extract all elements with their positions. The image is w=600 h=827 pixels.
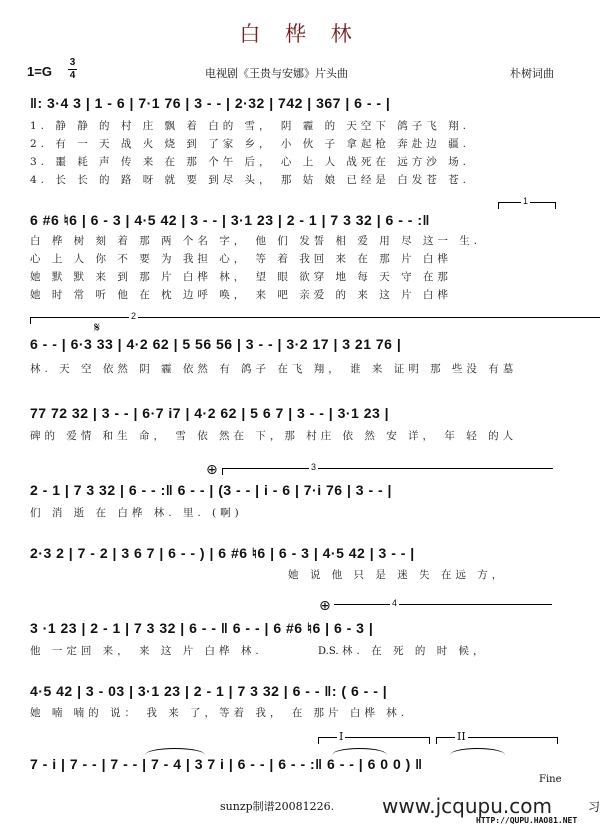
- ending-bracket-4: [334, 598, 552, 611]
- lyric-line-7-2: 林. 在 死 的 时 候，: [342, 645, 488, 657]
- time-signature-top: 3: [69, 57, 76, 68]
- time-signature: [68, 58, 77, 81]
- lyric-line-5-1: 们 消 逝 在 白桦 林. 里. (啊): [30, 507, 243, 519]
- ending-bracket-3-label: 3: [311, 462, 317, 472]
- ending-bracket-3: [222, 462, 553, 475]
- lyric-line-1-3: 3. 噩 耗 声 传 来 在 那 个午 后， 心 上 人 战死在 远方沙 场.: [30, 156, 470, 168]
- song-subtitle: 电视剧《王贵与安娜》片头曲: [205, 67, 348, 80]
- ending-bracket-2: [30, 311, 600, 324]
- notation-system-7: 3 ·1 23 | 2 - 1 | 7 3 32 | 6 - - ‖ 6 - - | 6 #6 ♮6 | 6 - 3 |: [30, 620, 374, 636]
- tie-arc-3: [450, 748, 505, 755]
- coda-icon: ⊕: [206, 462, 218, 478]
- ending-bracket-4-label: 4: [392, 598, 398, 608]
- notation-system-5: 2 - 1 | 7 3 32 | 6 - - :‖ 6 - - | (3 - - | i - 6 | 7·i 76 | 3 - - |: [30, 482, 392, 498]
- watermark-logo: www.jcqupu.com: [382, 794, 552, 818]
- watermark-suffix: 习: [588, 800, 600, 814]
- lyric-line-2-4: 她 时 常 听 他 在 枕 边呼 唤， 来 吧 亲爱 的 来 这 片 白桦: [30, 289, 452, 301]
- lyric-line-1-1: 1. 静 静 的 村 庄 飘 着 白的 雪， 阴 霾 的 天空下 鸽子飞 翔.: [30, 120, 470, 132]
- lyric-line-1-4: 4. 长 长 的 路 呀 就 要 到尽 头， 那 姑 娘 已经是 白发苍 苍.: [30, 174, 470, 186]
- ending-bracket-2-label: 2: [131, 311, 137, 321]
- transcriber-credit: sunzp制谱20081226.: [220, 800, 335, 813]
- lyric-line-6-1: 她 说 他 只 是 迷 失 在远 方，: [288, 569, 507, 581]
- ending-bracket-1: [498, 196, 556, 209]
- notation-system-8: 4·5 42 | 3 - 03 | 3·1 23 | 2 - 1 | 7 3 32 | 6 - - ‖: ( 6 - - |: [30, 683, 388, 699]
- fine-marking: Fine: [539, 774, 562, 785]
- notation-system-4: 77 72 32 | 3 - - | 6·7 i7 | 4·2 62 | 5 6 7 | 3 - - | 3·1 23 |: [30, 405, 390, 421]
- lyric-line-3-1: 林. 天 空 依然 阴 霾 依然 有 鸽子 在飞 翔， 谁 来 证明 那 些没 有墓: [30, 363, 518, 375]
- coda-icon-2: ⊕: [319, 598, 331, 614]
- lyric-line-8-1: 她 喃 喃的 说： 我 来 了，等着 我， 在 那片 白桦 林.: [30, 707, 409, 719]
- segno-icon: 𝄋: [94, 320, 101, 336]
- song-title: 白 桦 林: [239, 22, 361, 46]
- lyric-line-2-2: 心 上 人 你 不 要 为 我担 心， 等 着 我回 来 在 那 片 白桦: [30, 253, 452, 265]
- notation-system-6: 2·3 2 | 7 - 2 | 3 6 7 | 6 - - ) | 6 #6 ♮6 | 6 - 3 | 4·5 42 | 3 - - |: [30, 545, 415, 561]
- time-signature-bottom: 4: [69, 70, 76, 81]
- volta-2-bracket: [436, 730, 558, 744]
- lyric-line-1-2: 2. 有 一 天 战 火 烧 到 了家 乡， 小 伙 子 拿起枪 奔赴边 疆.: [30, 138, 470, 150]
- notation-system-1: ‖: 3·4 3 | 1 - 6 | 7·1 76 | 3 - - | 2·32 | 742 | 367 | 6 - - |: [30, 95, 391, 111]
- volta-1-label: I: [339, 730, 344, 743]
- lyric-line-4-1: 碑的 爱情 和生 命， 雪 依 然在 下，那 村庄 依 然 安 详， 年 轻 的人: [30, 430, 518, 442]
- lyric-line-7-1: 他 一定回 来， 来 这 片 白桦 林.: [30, 645, 263, 657]
- song-author: 朴树词曲: [510, 67, 554, 80]
- lyric-line-2-1: 白 桦 树 刻 着 那 两 个名 字， 他 们 发誓 相 爱 用 尽 这一 生.: [30, 235, 482, 247]
- tie-arc-1: [145, 748, 205, 755]
- ending-bracket-1-label: 1: [523, 196, 529, 206]
- notation-system-3: 6 - - | 6·3 33 | 4·2 62 | 5 56 56 | 3 - - | 3·2 17 | 3 21 76 |: [30, 336, 402, 352]
- volta-2-label: II: [457, 730, 466, 743]
- notation-system-9: 7 - i | 7 - - | 7 - - | 7 - 4 | 3 7 i | 6 - - | 6 - - :‖ 6 - - | 6 0 0 ) ‖: [30, 756, 423, 772]
- notation-system-2: 6 #6 ♮6 | 6 - 3 | 4·5 42 | 3 - - | 3·1 23 | 2 - 1 | 7 3 32 | 6 - - :‖: [30, 212, 430, 228]
- watermark-url: HTTP://QUPU.HAO81.NET: [476, 816, 578, 825]
- key-signature: 1=G: [27, 64, 52, 79]
- ds-marking: D.S.: [318, 646, 339, 657]
- lyric-line-2-3: 她 默 默 来 到 那 片 白桦 林， 望 眼 欲穿 地 每 天 守 在那: [30, 271, 452, 283]
- tie-arc-2: [332, 748, 387, 755]
- volta-1-bracket: [318, 730, 430, 744]
